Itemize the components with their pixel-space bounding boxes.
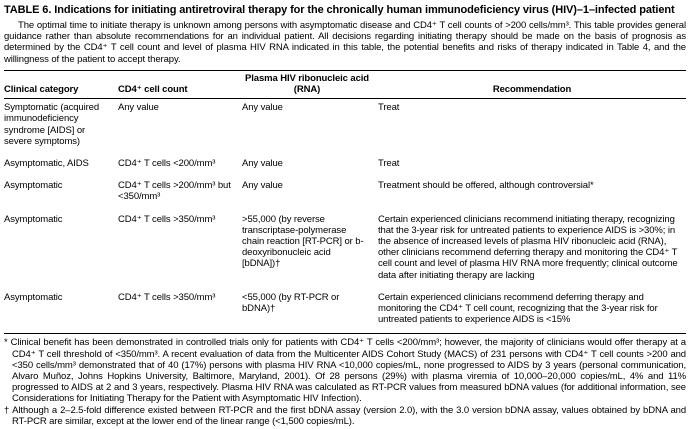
intro-paragraph: The optimal time to initiate therapy is unknown among persons with asymptomatic disease and CD4⁺ T cell counts of >200 cells/mm³. This table provides general guidance rather than absolute recommendations for an individual patient. All decisions regarding initiating therapy should be made on the basis of prognosis as determined by the CD4⁺ T cell count and level of plasma HIV RNA indicated in this table, the potential benefits and risks of therapy indicated in Table 4, and the willingness of the patient to accept therapy. [4,19,686,65]
cell-recommendation: Treatment should be offered, although controversial* [378,180,594,192]
cell-recommendation: Certain experienced clinicians recommend deferring therapy and monitoring the CD4⁺ T cell count, recognizing that the 3-year risk for untreated patients to experience AIDS is <15% [378,291,658,326]
table-row [4,289,686,334]
cell-recommendation: Treat [378,158,400,169]
cell-plasma-rna: Any value [242,180,283,192]
footnote-asterisk [4,337,686,404]
footnote-marker: * [4,337,8,349]
table-row [4,155,686,177]
indications-table [4,70,686,334]
footnote-marker: † [4,404,10,416]
col-header-recommendation: Recommendation [378,70,686,98]
table-row [4,99,686,155]
cell-cd4-count: Any value [118,102,159,114]
cell-clinical-category: Symptomatic (acquired immunodeficiency syndrome [AIDS] or severe symptoms) [4,102,100,147]
col-header-cd4-count: CD4⁺ cell count [118,70,242,98]
footnote-text: Clinical benefit has been demonstrated in controlled trials only for patients with CD4⁺ T cells <200/mm³; however, the majority of clinicians would offer therapy at a CD4⁺ T cell threshold of <350/mm³. A recent evaluation of data from the Multicenter AIDS Cohort Study (MACS) of 231 persons with CD4⁺ T cell counts >200 and <350 cells/mm³ demonstrated that of 40 (17%) persons with plasma HIV RNA <10,000 copies/mL, none progressed to AIDS by 3 years (personal communication, Alvaro Muñoz, Johns Hopkins University, Baltimore, Maryland, 2001). Of 28 persons (29%) with plasma viremia of 10,000–20,000 copies/mL, 4% and 11% progressed to AIDS at 2 and 3 years, respectively. Plasma HIV RNA was calculated as RT-PCR values from measured bDNA values (for additional information, see Considerations for Initiating Therapy for the Patient with Asymptomatic HIV Infection). [10,337,686,405]
cell-clinical-category: Asymptomatic [4,213,63,225]
cell-plasma-rna: <55,000 (by RT-PCR or bDNA)† [242,291,340,315]
table-number-label: TABLE 6. [4,4,52,16]
table-row [4,177,686,210]
cell-clinical-category: Asymptomatic [4,180,63,192]
cell-recommendation: Treat [378,102,400,114]
table-title-text: Indications for initiating antiretroviral therapy for the chronically human immunodeficiency virus (HIV)–1–infected patient [54,4,675,16]
cell-cd4-count: CD4⁺ T cells >350/mm³ [118,291,216,303]
table-row [4,211,686,289]
cell-plasma-rna: Any value [242,158,283,169]
col-header-clinical-category: Clinical category [4,70,118,98]
header-row [4,70,686,98]
footnotes-section [4,333,686,427]
cell-clinical-category: Asymptomatic, AIDS [4,158,89,169]
cell-cd4-count: CD4⁺ T cells >200/mm³ but <350/mm³ [118,180,231,203]
cell-cd4-count: CD4⁺ T cells <200/mm³ [118,158,216,169]
cell-clinical-category: Asymptomatic [4,291,63,303]
footnote-dagger [4,405,686,427]
table-title [4,4,686,17]
cell-plasma-rna: Any value [242,102,283,114]
cell-recommendation: Certain experienced clinicians recommend initiating therapy, recognizing that the 3-year risk for untreated patients to experience AIDS is >30%; in the absence of increased levels of plasma HIV ribonucleic acid (RNA), other clinicians recommend deferring therapy and monitoring the CD4⁺ T cell count and level of plasma HIV RNA more frequently; clinical outcome data after initiating therapy are lacking [378,213,678,281]
col-header-plasma-rna: Plasma HIV ribonucleic acid (RNA) [242,70,378,98]
footnote-text: Although a 2–2.5-fold difference existed between RT-PCR and the first bDNA assay (version 2.0), with the 3.0 version bDNA assay, values obtained by bDNA and RT-PCR are similar, except at the lower end of the linear range (<1,500 copies/mL). [12,404,687,427]
cell-cd4-count: CD4⁺ T cells >350/mm³ [118,213,216,225]
cell-plasma-rna: >55,000 (by reverse transcriptase-polymerase chain reaction [RT-PCR] or b-deoxyribonucleic acid [bDNA])† [242,213,364,270]
